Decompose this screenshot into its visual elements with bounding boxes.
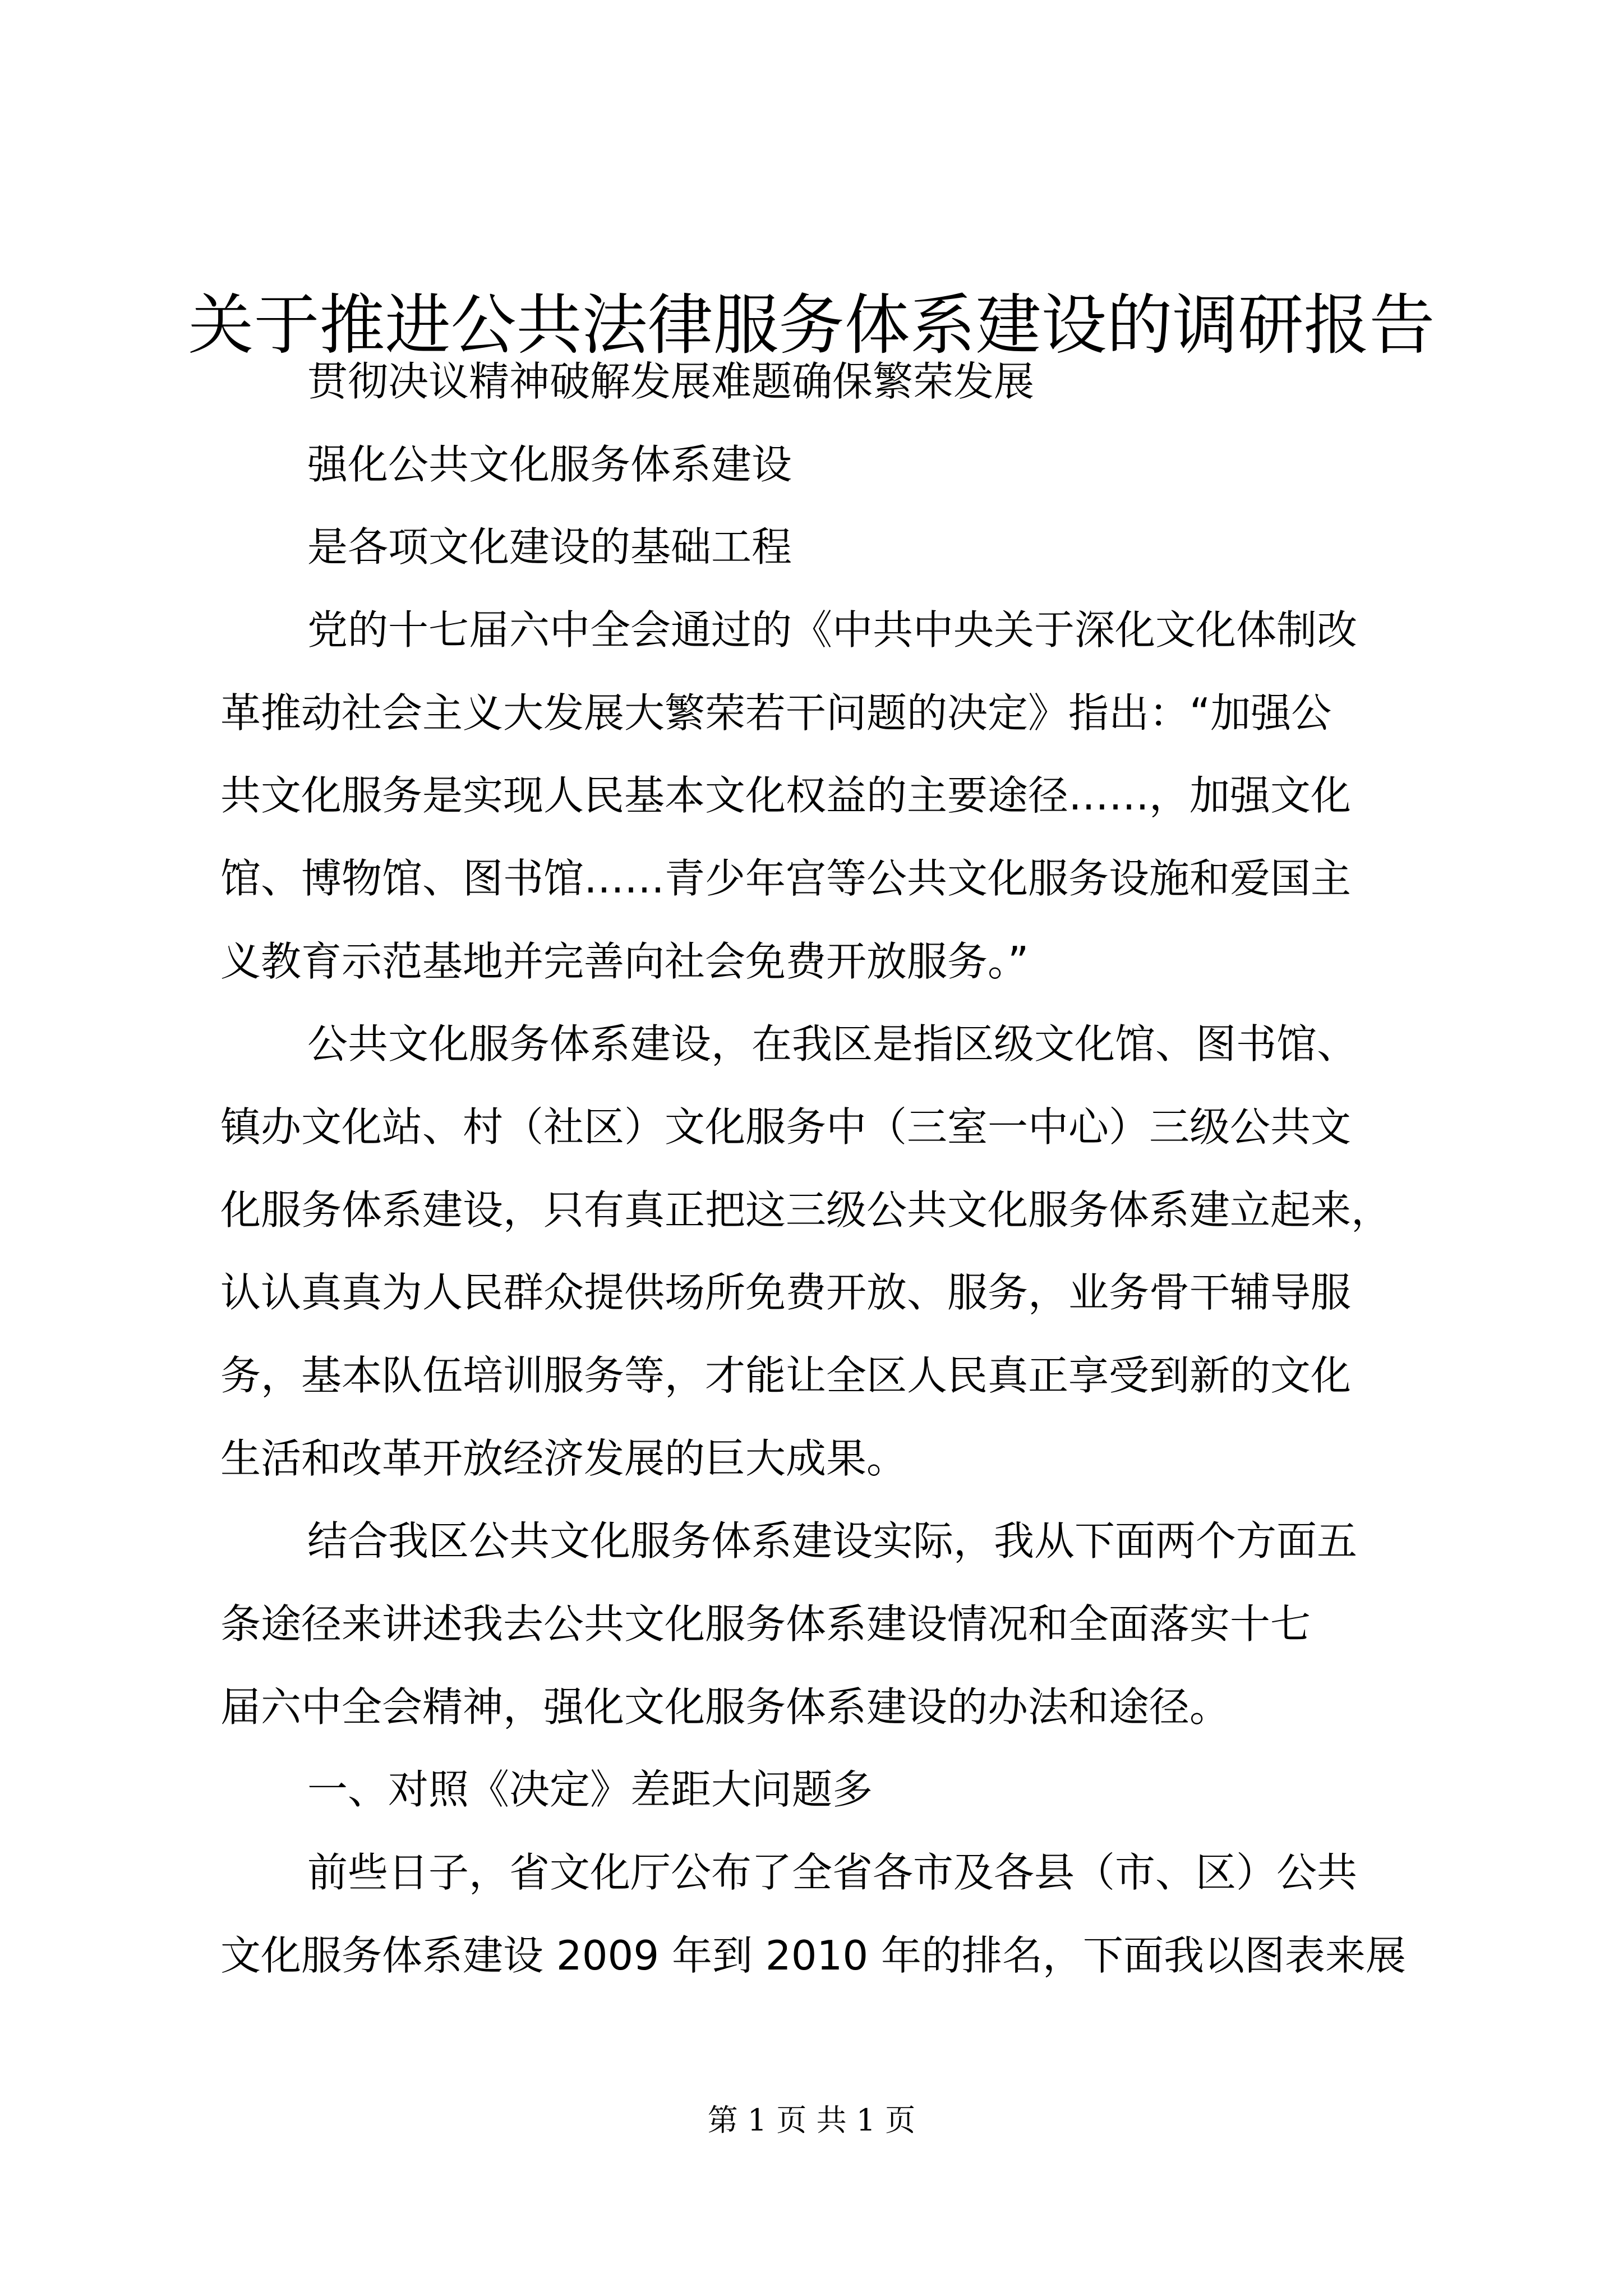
text-line: 届六中全会精神，强化文化服务体系建设的办法和途径。 [220,1683,1230,1731]
text-line: 文化服务体系建设 2009 年到 2010 年的排名，下面我以图表来展 [220,1932,1407,1979]
text-line: 革推动社会主义大发展大繁荣若干问题的决定》指出：“加强公 [220,689,1332,737]
text-line: 共文化服务是实现人民基本文化权益的主要途径……，加强文化 [220,772,1352,819]
text-line: 前些日子，省文化厅公布了全省各市及各县（市、区）公共 [307,1849,1358,1896]
page-footer: 第 1 页 共 1 页 [707,2102,916,2138]
text-line: 务，基本队伍培训服务等，才能让全区人民真正享受到新的文化 [220,1352,1352,1399]
text-line: 生活和改革开放经济发展的巨大成果。 [220,1435,907,1482]
text-line: 结合我区公共文化服务体系建设实际，我从下面两个方面五 [307,1517,1358,1565]
document-title: 关于推进公共法律服务体系建设的调研报告 [188,287,1435,364]
text-line: 强化公共文化服务体系建设 [307,441,792,488]
text-line: 义教育示范基地并完善向社会免费开放服务。” [220,938,1029,985]
section-heading: 一、对照《决定》差距大问题多 [307,1766,873,1813]
text-line: 镇办文化站、村（社区）文化服务中（三室一中心）三级公共文 [220,1103,1352,1151]
text-line: 认认真真为人民群众提供场所免费开放、服务，业务骨干辅导服 [220,1269,1352,1316]
text-line: 贯彻决议精神破解发展难题确保繁荣发展 [307,358,1035,405]
text-line: 馆、博物馆、图书馆……青少年宫等公共文化服务设施和爱国主 [220,855,1352,902]
text-line: 公共文化服务体系建设，在我区是指区级文化馆、图书馆、 [307,1020,1358,1068]
text-line: 是各项文化建设的基础工程 [307,523,792,570]
text-line: 条途径来讲述我去公共文化服务体系建设情况和全面落实十七 [220,1600,1311,1648]
text-line: 化服务体系建设，只有真正把这三级公共文化服务体系建立起来， [220,1186,1392,1234]
text-line: 党的十七届六中全会通过的《中共中央关于深化文化体制改 [307,606,1358,654]
